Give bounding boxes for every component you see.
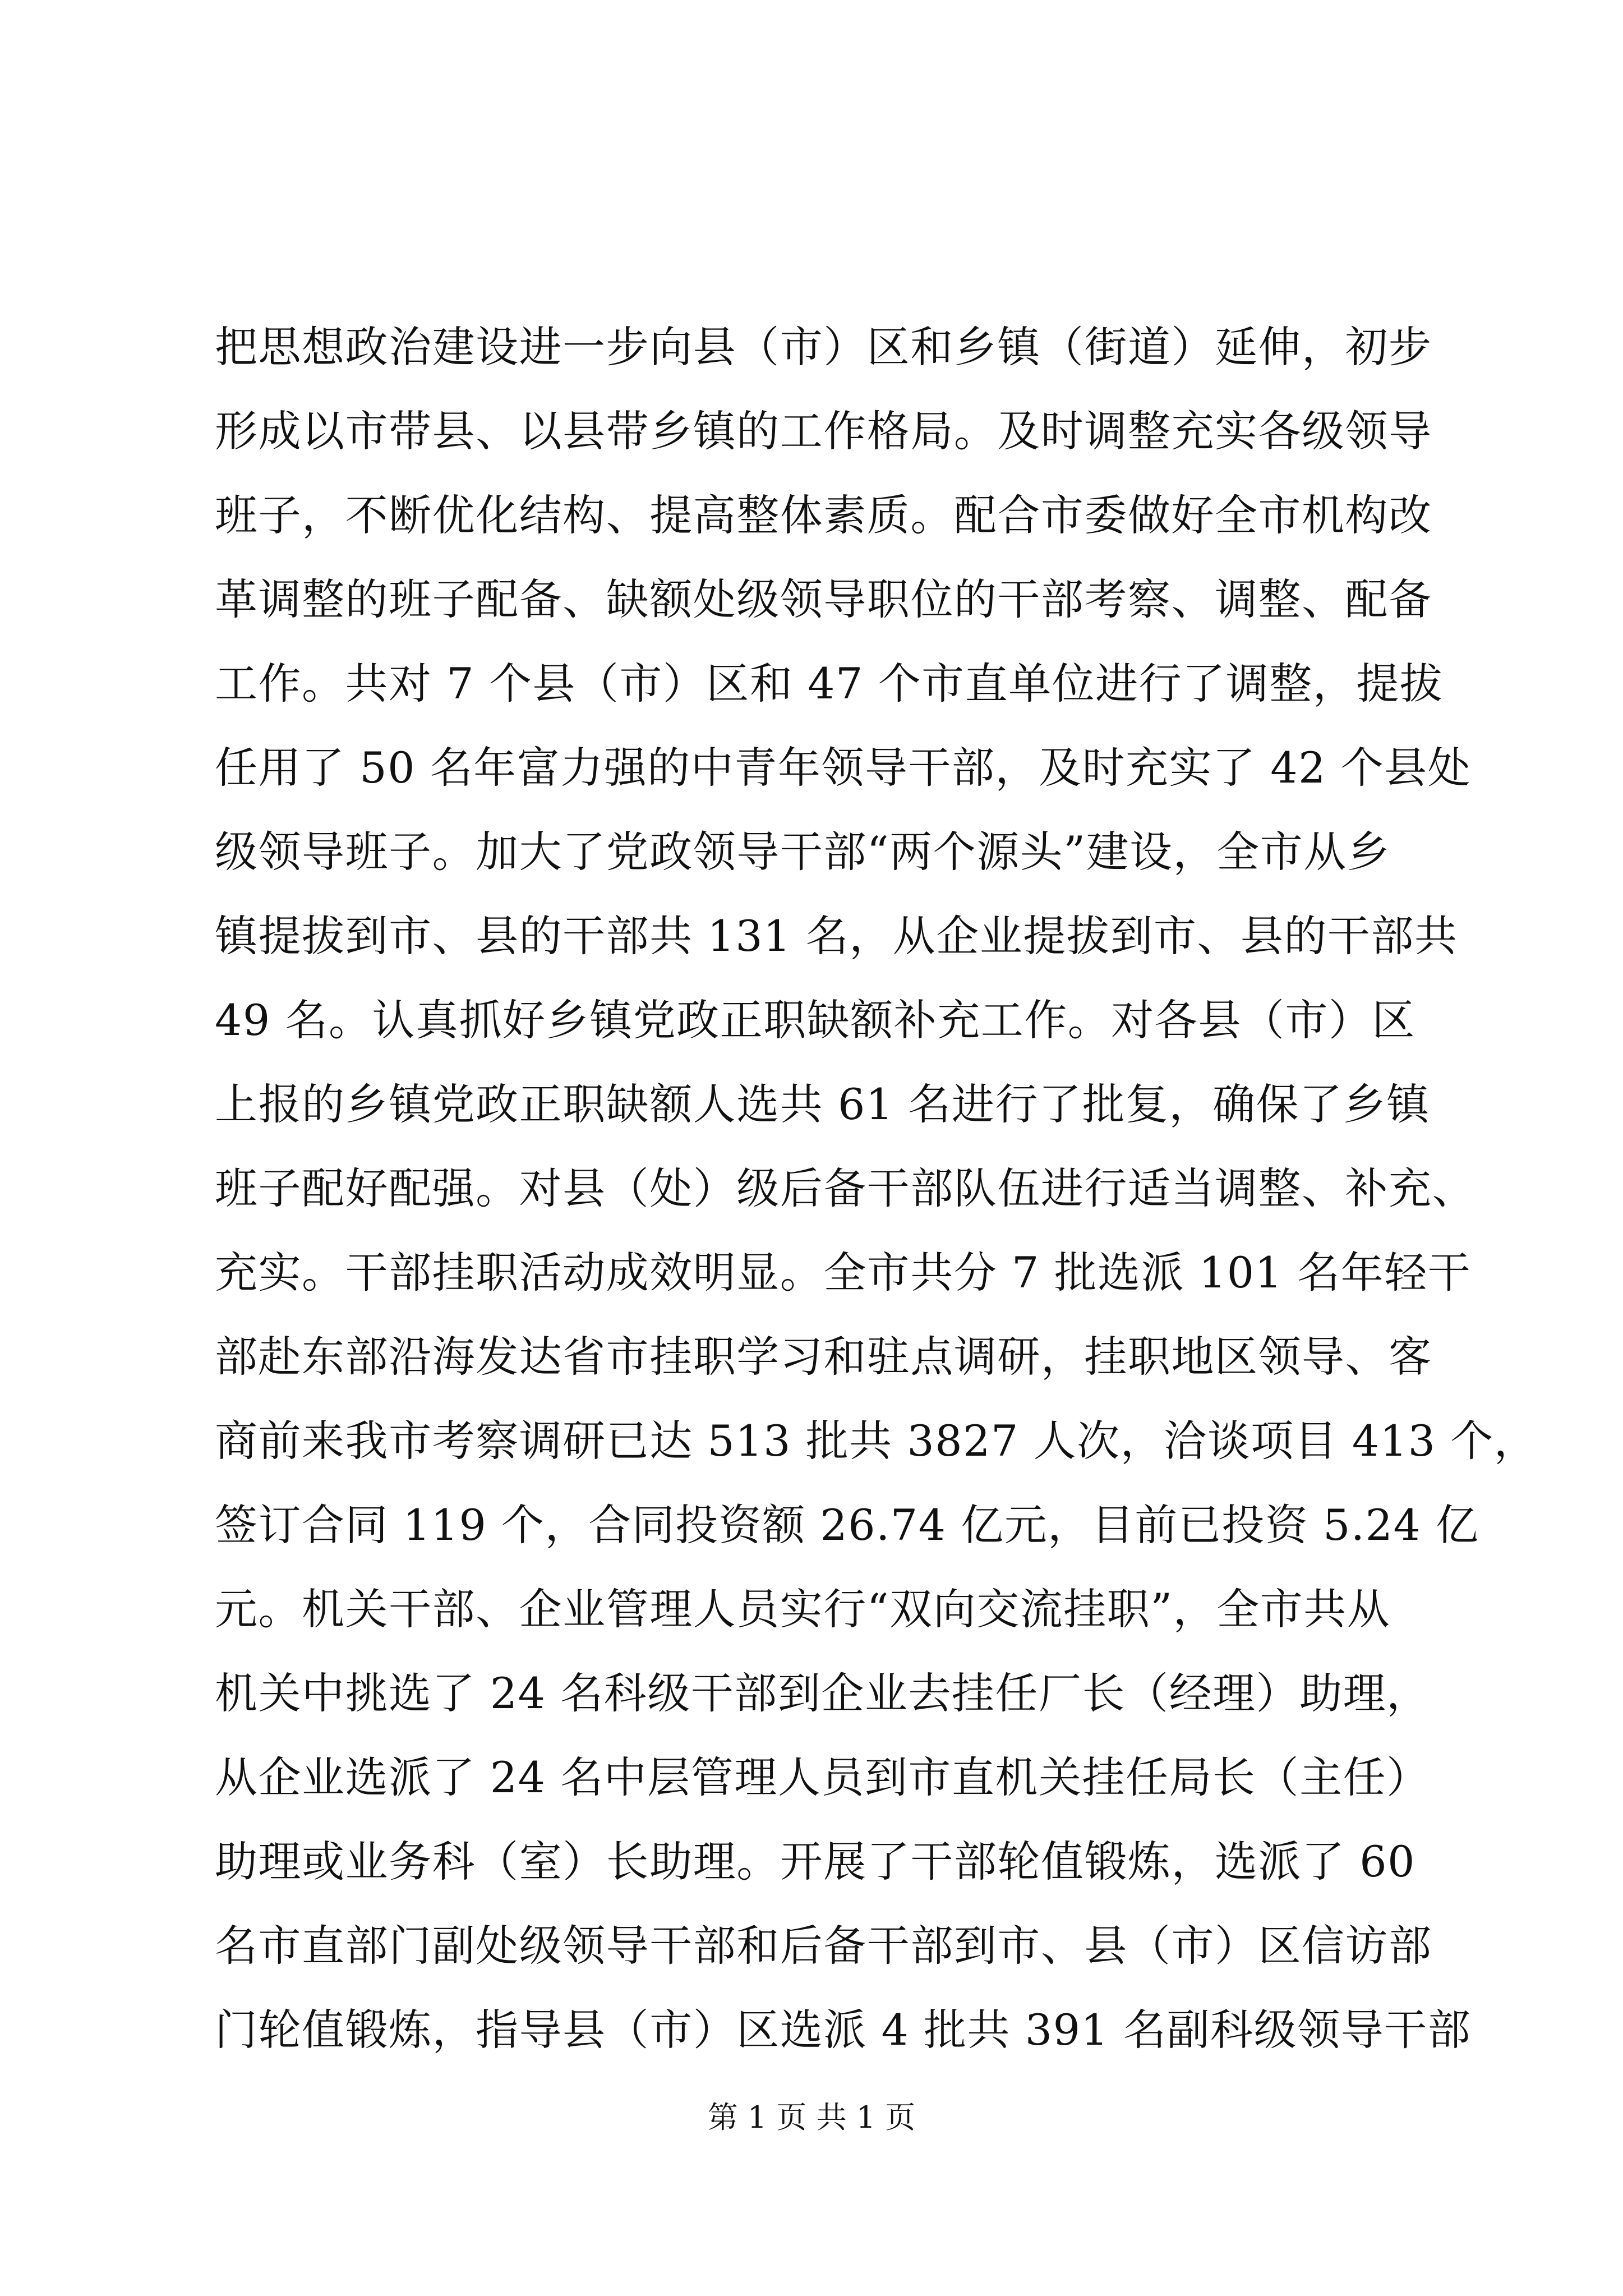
text-line: 商前来我市考察调研已达 513 批共 3827 人次，洽谈项目 413 个， [215,1416,1538,1466]
text-line: 班子配好配强。对县（处）级后备干部队伍进行适当调整、补充、 [215,1163,1476,1213]
text-line: 元。机关干部、企业管理人员实行“双向交流挂职”，全市共从 [215,1584,1391,1634]
text-line: 机关中挑选了 24 名科级干部到企业去挂任厂长（经理）助理， [215,1668,1430,1718]
page-footer: 第 1 页 共 1 页 [707,2100,916,2135]
text-line: 班子，不断优化结构、提高整体素质。配合市委做好全市机构改 [215,490,1432,540]
text-line: 名市直部门副处级领导干部和后备干部到市、县（市）区信访部 [215,1921,1432,1971]
text-line: 部赴东部沿海发达省市挂职学习和驻点调研，挂职地区领导、客 [215,1332,1432,1382]
text-line: 充实。干部挂职活动成效明显。全市共分 7 批选派 101 名年轻干 [215,1248,1472,1297]
text-line: 49 名。认真抓好乡镇党政正职缺额补充工作。对各县（市）区 [215,995,1415,1045]
text-line: 上报的乡镇党政正职缺额人选共 61 名进行了批复，确保了乡镇 [215,1079,1430,1129]
text-line: 革调整的班子配备、缺额处级领导职位的干部考察、调整、配备 [215,574,1432,624]
text-line: 级领导班子。加大了党政领导干部“两个源头”建设，全市从乡 [215,827,1391,877]
text-line: 门轮值锻炼，指导县（市）区选派 4 批共 391 名副科级领导干部 [215,2005,1472,2055]
text-line: 从企业选派了 24 名中层管理人员到市直机关挂任局长（主任） [215,1752,1430,1802]
text-line: 任用了 50 名年富力强的中青年领导干部，及时充实了 42 个县处 [215,743,1472,793]
text-line: 形成以市带县、以县带乡镇的工作格局。及时调整充实各级领导 [215,406,1432,456]
text-line: 工作。共对 7 个县（市）区和 47 个市直单位进行了调整，提拔 [215,659,1444,708]
text-line: 签订合同 119 个，合同投资额 26.74 亿元，目前已投资 5.24 亿 [215,1500,1479,1550]
text-line: 助理或业务科（室）长助理。开展了干部轮值锻炼，选派了 60 [215,1837,1415,1887]
text-line: 镇提拔到市、县的干部共 131 名，从企业提拔到市、县的干部共 [215,911,1458,961]
text-line: 把思想政治建设进一步向县（市）区和乡镇（街道）延伸，初步 [215,322,1432,372]
